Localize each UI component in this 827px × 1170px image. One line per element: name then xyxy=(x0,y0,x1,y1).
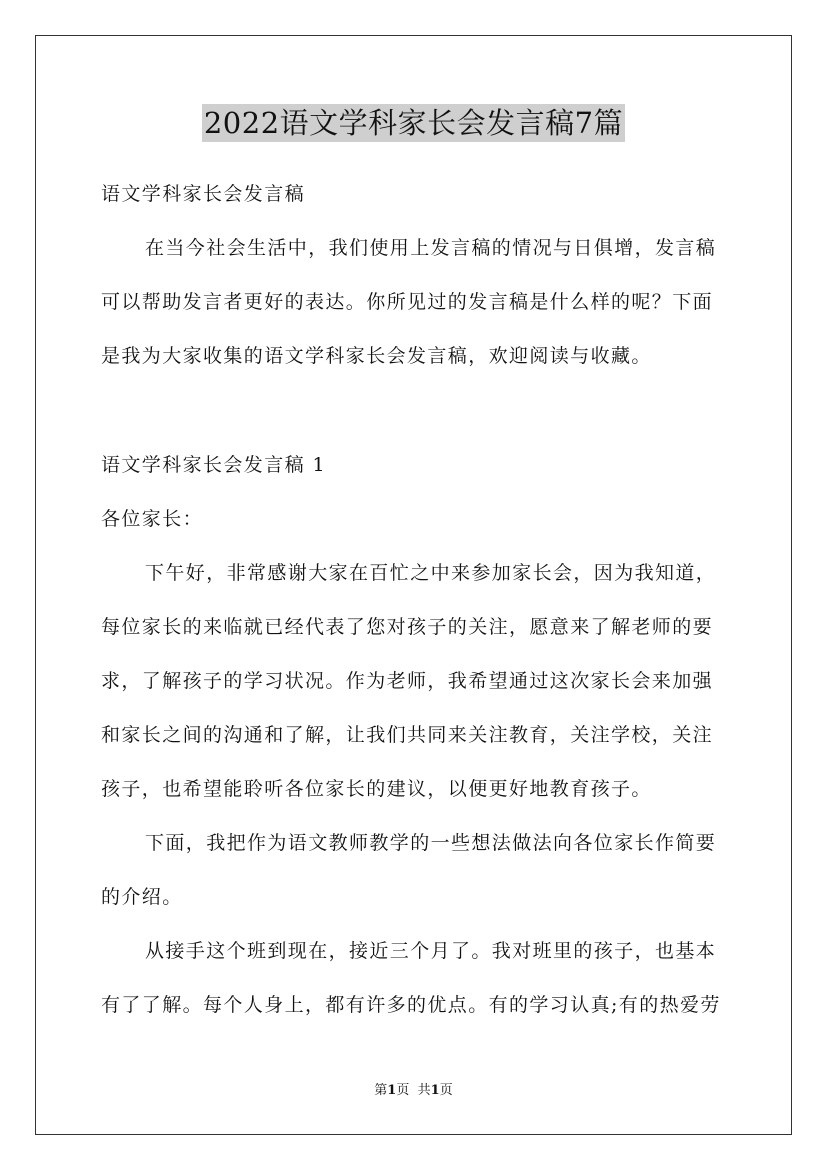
page-label: 页 xyxy=(396,1083,410,1098)
page-total: 1 xyxy=(430,1083,440,1098)
paragraph-line: 可以帮助发言者更好的表达。你所见过的发言稿是什么样的呢？下面 xyxy=(101,291,714,313)
paragraph-line: 从接手这个班到现在，接近三个月了。我对班里的孩子，也基本 xyxy=(145,940,717,962)
section-heading: 语文学科家长会发言稿 1 xyxy=(101,454,326,476)
page-prefix: 第 xyxy=(374,1083,388,1098)
page-footer xyxy=(0,1082,827,1100)
paragraph-line: 求，了解孩子的学习状况。作为老师，我希望通过这次家长会来加强 xyxy=(101,670,714,692)
paragraph-line: 下面，我把作为语文教师教学的一些想法做法向各位家长作简要 xyxy=(145,832,717,854)
total-prefix: 共 xyxy=(417,1083,431,1098)
paragraph-line: 的介绍。 xyxy=(101,886,183,908)
total-label: 页 xyxy=(439,1083,453,1098)
paragraph-line: 下午好，非常感谢大家在百忙之中来参加家长会，因为我知道， xyxy=(145,562,717,584)
paragraph-line: 有了了解。每个人身上，都有许多的优点。有的学习认真;有的热爱劳 xyxy=(101,994,721,1016)
paragraph-line: 和家长之间的沟通和了解，让我们共同来关注教育，关注学校，关注 xyxy=(101,724,714,746)
title-container xyxy=(0,104,827,142)
page-current: 1 xyxy=(387,1083,397,1098)
paragraph-line: 每位家长的来临就已经代表了您对孩子的关注，愿意来了解老师的要 xyxy=(101,616,714,638)
document-title: 2022语文学科家长会发言稿7篇 xyxy=(203,106,624,140)
paragraph-line: 在当今社会生活中，我们使用上发言稿的情况与日俱增，发言稿 xyxy=(145,237,717,259)
paragraph-line: 孩子，也希望能聆听各位家长的建议，以便更好地教育孩子。 xyxy=(101,778,652,800)
paragraph-line: 是我为大家收集的语文学科家长会发言稿，欢迎阅读与收藏。 xyxy=(101,345,652,367)
section-heading: 语文学科家长会发言稿 xyxy=(101,183,306,205)
salutation: 各位家长： xyxy=(101,508,204,530)
